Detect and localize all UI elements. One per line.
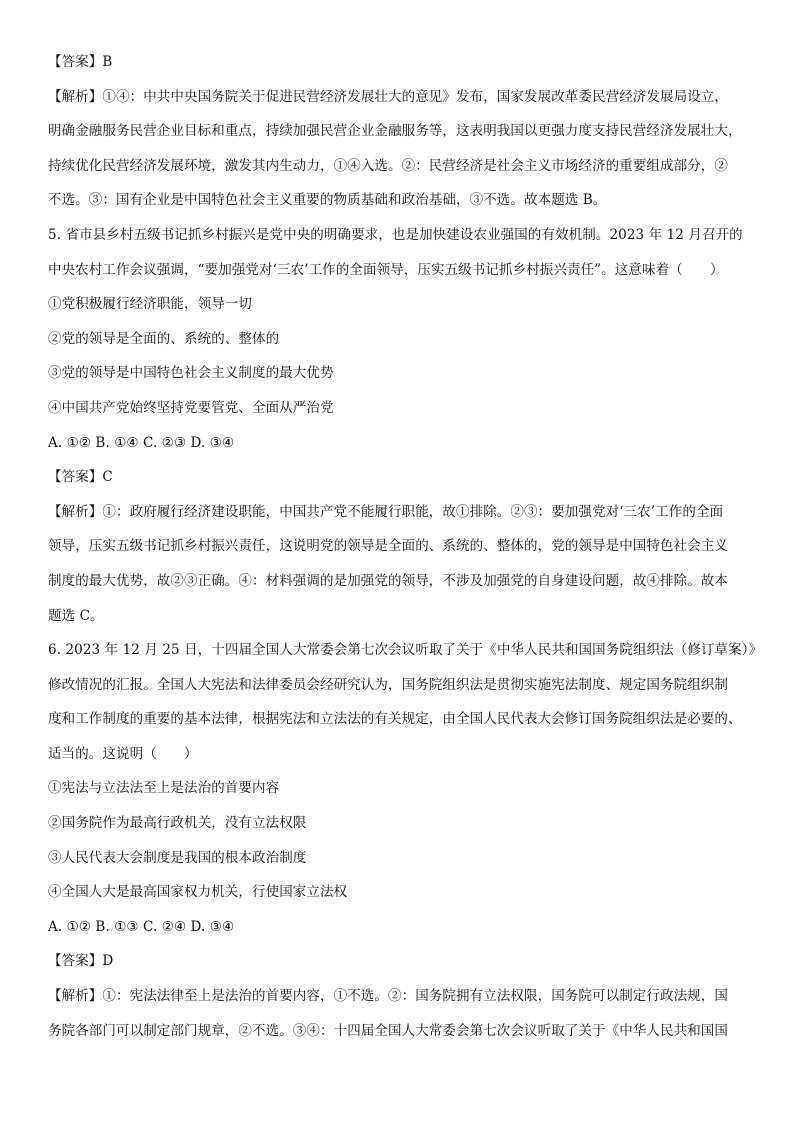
question-6-line-4: 适当的。这说明（ ） [48,745,198,762]
explanation-5-line-4: 题选 C。 [48,607,104,624]
question-5-line-1: 5. 省市县乡村五级书记抓乡村振兴是党中央的明确要求，也是加快建设农业强国的有效机制。2023 年 12 月召开的 [48,226,743,243]
question-5-option-1: ①党积极履行经济职能，领导一切 [48,296,252,313]
answer-5: 【答案】C [48,469,113,486]
question-5-option-3: ③党的领导是中国特色社会主义制度的最大优势 [48,365,334,382]
question-6-option-3: ③人民代表大会制度是我国的根本政治制度 [48,849,307,866]
explanation-5-line-1: 【解析】①：政府履行经济建设职能，中国共产党不能履行职能，故①排除。②③：要加强党对‘三农’工作的全面 [48,503,724,520]
explanation-4-line-2: 明确金融服务民营企业目标和重点，持续加强民营企业金融服务等，这表明我国以更强力度支持民营经济发展壮大， [48,123,742,140]
document-page [48,50,763,1053]
question-6-choices: A. ①② B. ①③ C. ②④ D. ③④ [48,918,235,935]
question-6-option-4: ④全国人大是最高国家权力机关，行使国家立法权 [48,884,348,901]
question-5-choices: A. ①② B. ①④ C. ②③ D. ③④ [48,434,235,451]
question-5-option-4: ④中国共产党始终坚持党要管党、全面从严治党 [48,399,334,416]
question-6-line-2: 修改情况的汇报。全国人大宪法和法律委员会经研究认为，国务院组织法是贯彻实施宪法制度、规定国务院组织制 [48,676,728,693]
explanation-5-line-2: 领导，压实五级书记抓乡村振兴责任，这说明党的领导是全面的、系统的、整体的，党的领导是中国特色社会主义 [48,538,728,555]
question-5-option-2: ②党的领导是全面的、系统的、整体的 [48,330,280,347]
explanation-4-line-4: 不选。③：国有企业是中国特色社会主义重要的物质基础和政治基础，③不选。故本题选 B。 [48,192,607,209]
question-6-option-1: ①宪法与立法法至上是法治的首要内容 [48,780,280,797]
question-6-line-3: 度和工作制度的重要的基本法律，根据宪法和立法法的有关规定，由全国人民代表大会修订国务院组织法是必要的、 [48,711,742,728]
explanation-5-line-3: 制度的最大优势，故②③正确。④：材料强调的是加强党的领导，不涉及加强党的自身建设问题，故④排除。故本 [48,572,728,589]
explanation-6-line-2: 务院各部门可以制定部门规章，②不选。③④：十四届全国人大常委会第七次会议听取了关于《中华人民共和国国 [48,1022,728,1039]
explanation-4-line-1: 【解析】①④：中共中央国务院关于促进民营经济发展壮大的意见》发布，国家发展改革委民营经济发展局设立， [48,88,728,105]
question-6-option-2: ②国务院作为最高行政机关，没有立法权限 [48,815,307,832]
explanation-4-line-3: 持续优化民营经济发展环境，激发其内生动力，①④入选。②：民营经济是社会主义市场经济的重要组成部分，② [48,157,728,174]
explanation-6-line-1: 【解析】①：宪法法律至上是法治的首要内容，①不选。②：国务院拥有立法权限，国务院可以制定行政法规，国 [48,988,728,1005]
question-5-line-2: 中央农村工作会议强调，“要加强党对‘三农’工作的全面领导，压实五级书记抓乡村振兴责任”。这意味着（ ） [48,261,724,278]
question-6-line-1: 6. 2023 年 12 月 25 日，十四届全国人大常委会第七次会议听取了关于《中华人民共和国国务院组织法（修订草案）》 [48,642,763,659]
answer-4: 【答案】B [48,54,113,70]
answer-6: 【答案】D [48,953,114,970]
